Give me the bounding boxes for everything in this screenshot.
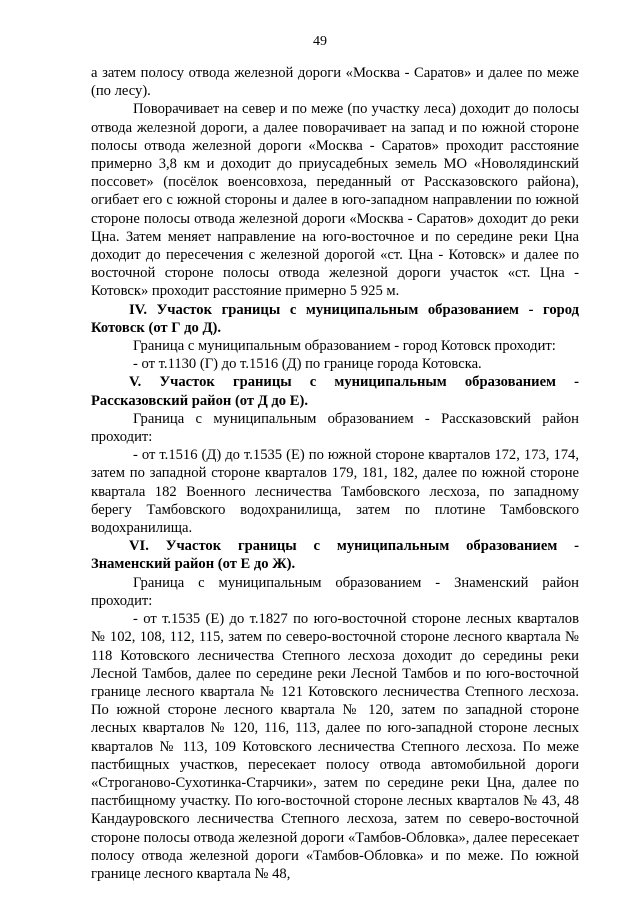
paragraph: - от т.1535 (Е) до т.1827 по юго-восточной стороне лесных кварталов № 102, 108, 112, 115, затем по северо-восточной стороне лесного квартала № 118 Котовского лесничества Степного лесхоза доходит до середины реки Лесной Тамбов, далее по середине реки Лесной Тамбов и по юго-восточной границе лесного квартала № 121 Котовского лесничества Степного лесхоза. По южной стороне лесного квартала № 120, затем по западной стороне лесных кварталов № 120, 116, 113, далее по юго-западной стороне лесных кварталов № 113, 109 Котовского лесничества Степного лесхоза. По меже пастбищных участков, пересекает полосу отвода автомобильной дороги «Строганово-Сухотинка-Старчики», затем по середине реки Цна, далее по пастбищному участку. По юго-восточной стороне лесных кварталов № 43, 48 Кандауровского лесничества Степного лесхоза, затем по северо-восточной стороне полосы отвода железной дороги «Тамбов-Обловка», далее пересекает полосу отвода железной дороги «Тамбов-Обловка» и по меже. По южной границе лесного квартала № 48, bbox=[91, 611, 579, 882]
paragraph: Поворачивает на север и по меже (по участку леса) доходит до полосы отвода железной дороги, а далее поворачивает на запад и по южной стороне полосы отвода железной дороги «Москва - Саратов» проходит расстояние примерно 3,8 км и доходит до приусадебных земель МО «Новолядинский поссовет» (посёлок военсовхоза, переданный от Рассказовского района), огибает его с южной стороны и далее в юго-западном направлении по южной стороне полосы отвода железной дороги «Москва - Саратов» доходит до реки Цна. Затем меняет направление на юго-восточное и по середине реки Цна доходит до пересечения с железной дорогой «ст. Цна - Котовск» и далее по восточной стороне полосы отвода железной дороги участок «ст. Цна - Котовск» проходит расстояние примерно 5 925 м. bbox=[91, 101, 579, 300]
page-number: 49 bbox=[313, 34, 327, 49]
paragraph: Граница с муниципальным образованием - город Котовск проходит: bbox=[133, 338, 556, 355]
paragraph: - от т.1516 (Д) до т.1535 (Е) по южной стороне кварталов 172, 173, 174, затем по западной стороне кварталов 179, 181, 182, далее по южной стороне квартала 182 Военного лесничества Тамбовского лесхоза, по западному берегу Тамбовского водохранилища, затем по плотине Тамбовского водохранилища. bbox=[91, 447, 579, 537]
paragraph: Граница с муниципальным образованием - Знаменский район проходит: bbox=[91, 574, 579, 609]
paragraph: - от т.1130 (Г) до т.1516 (Д) по границе города Котовска. bbox=[133, 356, 482, 373]
paragraph: а затем полосу отвода железной дороги «Москва - Саратов» и далее по меже (по лесу). bbox=[91, 65, 579, 100]
section-heading: VI. Участок границы с муниципальным образованием - Знаменский район (от Е до Ж). bbox=[91, 538, 579, 573]
document-body bbox=[91, 64, 579, 883]
section-heading: IV. Участок границы с муниципальным образованием - город Котовск (от Г до Д). bbox=[91, 301, 579, 336]
paragraph: Граница с муниципальным образованием - Рассказовский район проходит: bbox=[91, 410, 579, 446]
section-heading: V. Участок границы с муниципальным образованием - Рассказовский район (от Д до Е). bbox=[91, 374, 579, 409]
